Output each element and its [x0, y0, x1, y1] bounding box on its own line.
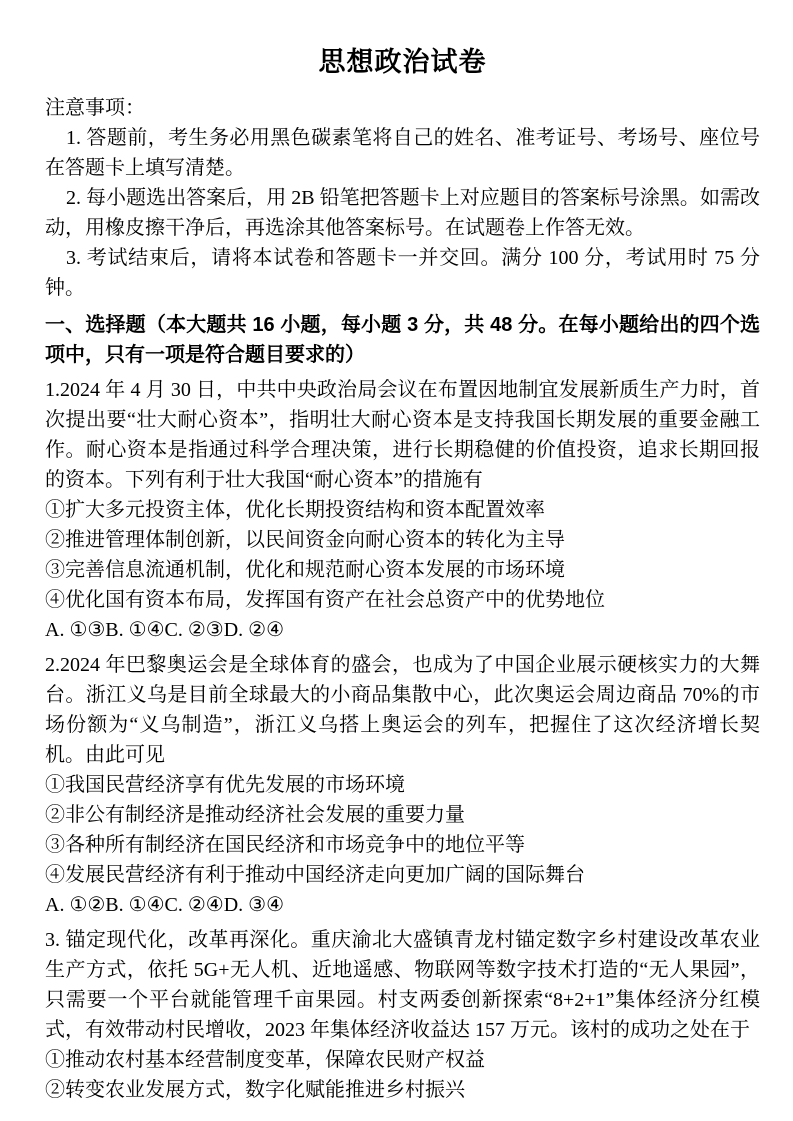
question-3-choice-2: ②转变农业发展方式，数字化赋能推进乡村振兴 — [45, 1079, 465, 1101]
question-3-choice-1: ①推动农村基本经营制度变革，保障农民财产权益 — [45, 1049, 485, 1071]
question-2-choice-3: ③各种所有制经济在国民经济和市场竞争中的地位平等 — [45, 834, 525, 856]
notice-item-2: 2. 每小题选出答案后，用 2B 铅笔把答题卡上对应题目的答案标号涂黑。如需改动，用橡皮擦干净后，再选涂其他答案标号。在试题卷上作答无效。 — [45, 187, 760, 239]
section-heading: 一、选择题（本大题共 16 小题，每小题 3 分，共 48 分。在每小题给出的四个选项中，只有一项是符合题目要求的） — [45, 314, 760, 366]
notice-item-1: 1. 答题前，考生务必用黑色碳素笔将自己的姓名、准考证号、考场号、座位号在答题卡上填写清楚。 — [45, 127, 760, 179]
question-1 — [45, 375, 760, 645]
question-1-choice-4: ④优化国有资本布局，发挥国有资产在社会总资产中的优势地位 — [45, 589, 605, 611]
question-2-choice-1: ①我国民营经济享有优先发展的市场环境 — [45, 774, 405, 796]
page-title: 思想政治试卷 — [318, 47, 487, 77]
question-2 — [45, 650, 760, 920]
question-2-options: A. ①②B. ①④C. ②④D. ③④ — [45, 894, 285, 916]
question-2-stem: 2.2024 年巴黎奥运会是全球体育的盛会，也成为了中国企业展示硬核实力的大舞台。浙江义乌是目前全球最大的小商品集散中心，此次奥运会周边商品 70%的市场份额为“义乌制造”，浙江义乌搭上奥运会的列车，把握住了这次经济增长契机。由此可见 — [45, 654, 760, 766]
notice-heading: 注意事项： — [45, 97, 145, 119]
question-3-stem: 3. 锚定现代化，改革再深化。重庆渝北大盛镇青龙村锚定数字乡村建设改革农业生产方式，依托 5G+无人机、近地遥感、物联网等数字技术打造的“无人果园”，只需要一个平台就能管理千亩果园。村支两委创新探索“8+2+1”集体经济分红模式，有效带动村民增收，2023 年集体经济收益达 157 万元。该村的成功之处在于 — [45, 929, 760, 1041]
question-1-options: A. ①③B. ①④C. ②③D. ②④ — [45, 619, 285, 641]
question-1-choice-1: ①扩大多元投资主体，优化长期投资结构和资本配置效率 — [45, 499, 545, 521]
question-2-choice-4: ④发展民营经济有利于推动中国经济走向更加广阔的国际舞台 — [45, 864, 585, 886]
question-2-choice-2: ②非公有制经济是推动经济社会发展的重要力量 — [45, 804, 465, 826]
question-3 — [45, 925, 760, 1105]
question-1-choice-2: ②推进管理体制创新，以民间资金向耐心资本的转化为主导 — [45, 529, 565, 551]
question-1-choice-3: ③完善信息流通机制，优化和规范耐心资本发展的市场环境 — [45, 559, 565, 581]
notice-item-3: 3. 考试结束后，请将本试卷和答题卡一并交回。满分 100 分，考试用时 75 分钟。 — [45, 247, 760, 299]
question-1-stem: 1.2024 年 4 月 30 日，中共中央政治局会议在布置因地制宜发展新质生产力时，首次提出要“壮大耐心资本”，指明壮大耐心资本是支持我国长期发展的重要金融工作。耐心资本是指通过科学合理决策，进行长期稳健的价值投资，追求长期回报的资本。下列有利于壮大我国“耐心资本”的措施有 — [45, 379, 760, 491]
